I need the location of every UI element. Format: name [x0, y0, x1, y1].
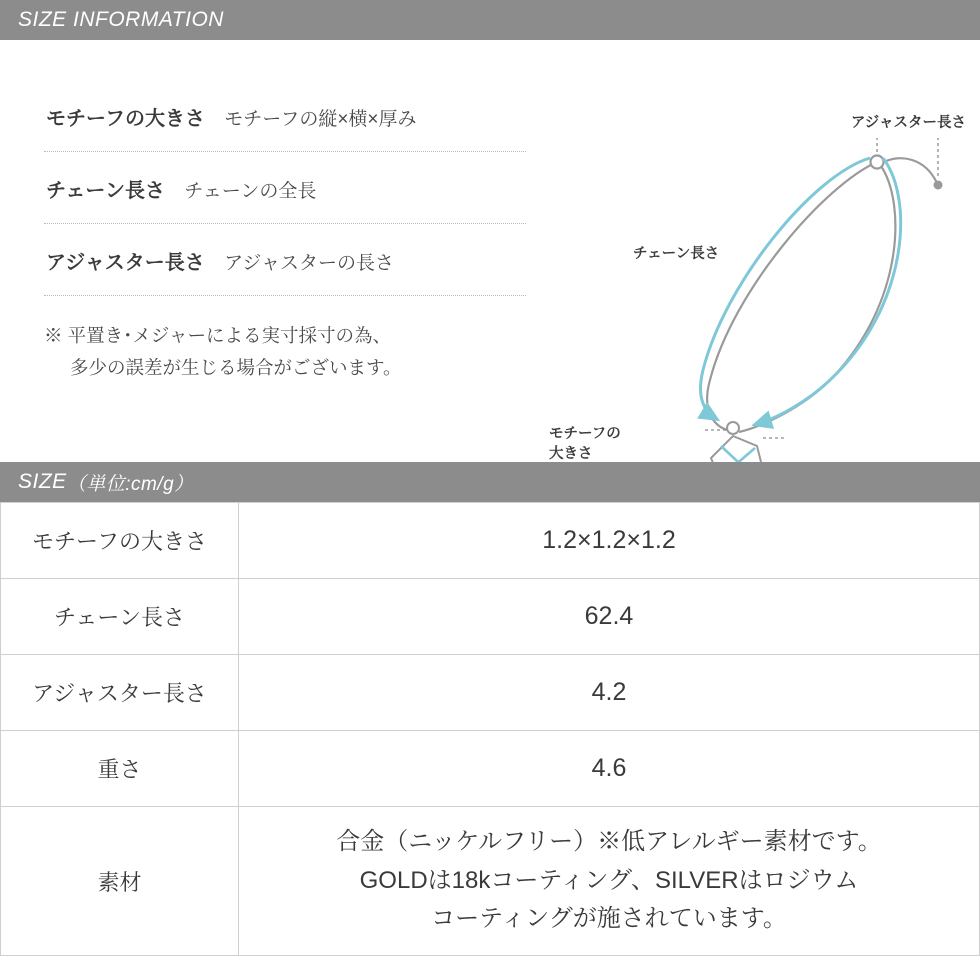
diagram-label-motif-line1: モチーフの	[549, 426, 621, 442]
size-information-title: SIZE INFORMATION	[18, 8, 224, 31]
necklace-diagram-svg	[525, 40, 980, 462]
measurement-note-line2: 多少の誤差が生じる場合がございます。	[70, 357, 402, 379]
measurement-note	[44, 320, 526, 385]
table-row-label-motif: モチーフの大きさ	[1, 503, 239, 579]
table-row-label-chain: チェーン長さ	[1, 579, 239, 655]
definition-row-adjuster	[44, 224, 526, 296]
table-row	[1, 731, 980, 807]
table-row-value-chain: 62.4	[239, 579, 980, 655]
material-line-1: 合金（ニッケルフリー）※低アレルギー素材です。	[336, 827, 882, 855]
table-row-value-weight: 4.6	[239, 731, 980, 807]
definition-desc-motif: モチーフの縦×横×厚み	[224, 109, 417, 130]
definition-term-motif: モチーフの大きさ	[46, 108, 205, 130]
table-row	[1, 579, 980, 655]
necklace-diagram	[525, 40, 980, 462]
definition-list	[44, 76, 526, 385]
table-row-value-material	[239, 807, 980, 956]
material-line-2: GOLDは18kコーティング、SILVERはロジウム	[359, 866, 859, 894]
definition-row-chain	[44, 152, 526, 224]
definition-desc-chain: チェーンの全長	[184, 181, 317, 202]
size-information-header	[0, 0, 980, 40]
chain-left-measure-arrow	[701, 158, 870, 418]
table-row-label-adjuster: アジャスター長さ	[1, 655, 239, 731]
adjuster-end-dot	[934, 181, 943, 190]
size-table-title: SIZE	[18, 470, 67, 493]
table-row-value-adjuster: 4.2	[239, 655, 980, 731]
definition-term-adjuster: アジャスター長さ	[46, 252, 205, 274]
chain-right-measure-arrow	[757, 158, 901, 424]
diagram-label-motif-line2: 大きさ	[549, 445, 593, 462]
material-line-3: コーティングが施されています。	[431, 905, 787, 933]
measurement-note-line1: ※ 平置き･メジャーによる実寸採寸の為、	[44, 325, 392, 346]
size-information-body	[0, 40, 980, 462]
diagram-label-adjuster: アジャスター長さ	[850, 115, 966, 131]
table-row	[1, 655, 980, 731]
motif-bail-ring	[727, 422, 739, 434]
size-table-unit: （単位:cm/g）	[66, 473, 194, 495]
table-row	[1, 807, 980, 956]
definition-desc-adjuster: アジャスターの長さ	[224, 253, 394, 274]
clasp-ring	[871, 156, 884, 169]
diagram-label-motif	[549, 425, 621, 464]
table-row-label-weight: 重さ	[1, 731, 239, 807]
diagram-label-chain: チェーン長さ	[633, 246, 720, 262]
table-row	[1, 503, 980, 579]
table-row-value-motif: 1.2×1.2×1.2	[239, 503, 980, 579]
table-row-label-material: 素材	[1, 807, 239, 956]
size-table	[0, 502, 980, 956]
definition-term-chain: チェーン長さ	[46, 180, 165, 202]
size-table-header	[0, 462, 980, 502]
definition-row-motif	[44, 76, 526, 152]
